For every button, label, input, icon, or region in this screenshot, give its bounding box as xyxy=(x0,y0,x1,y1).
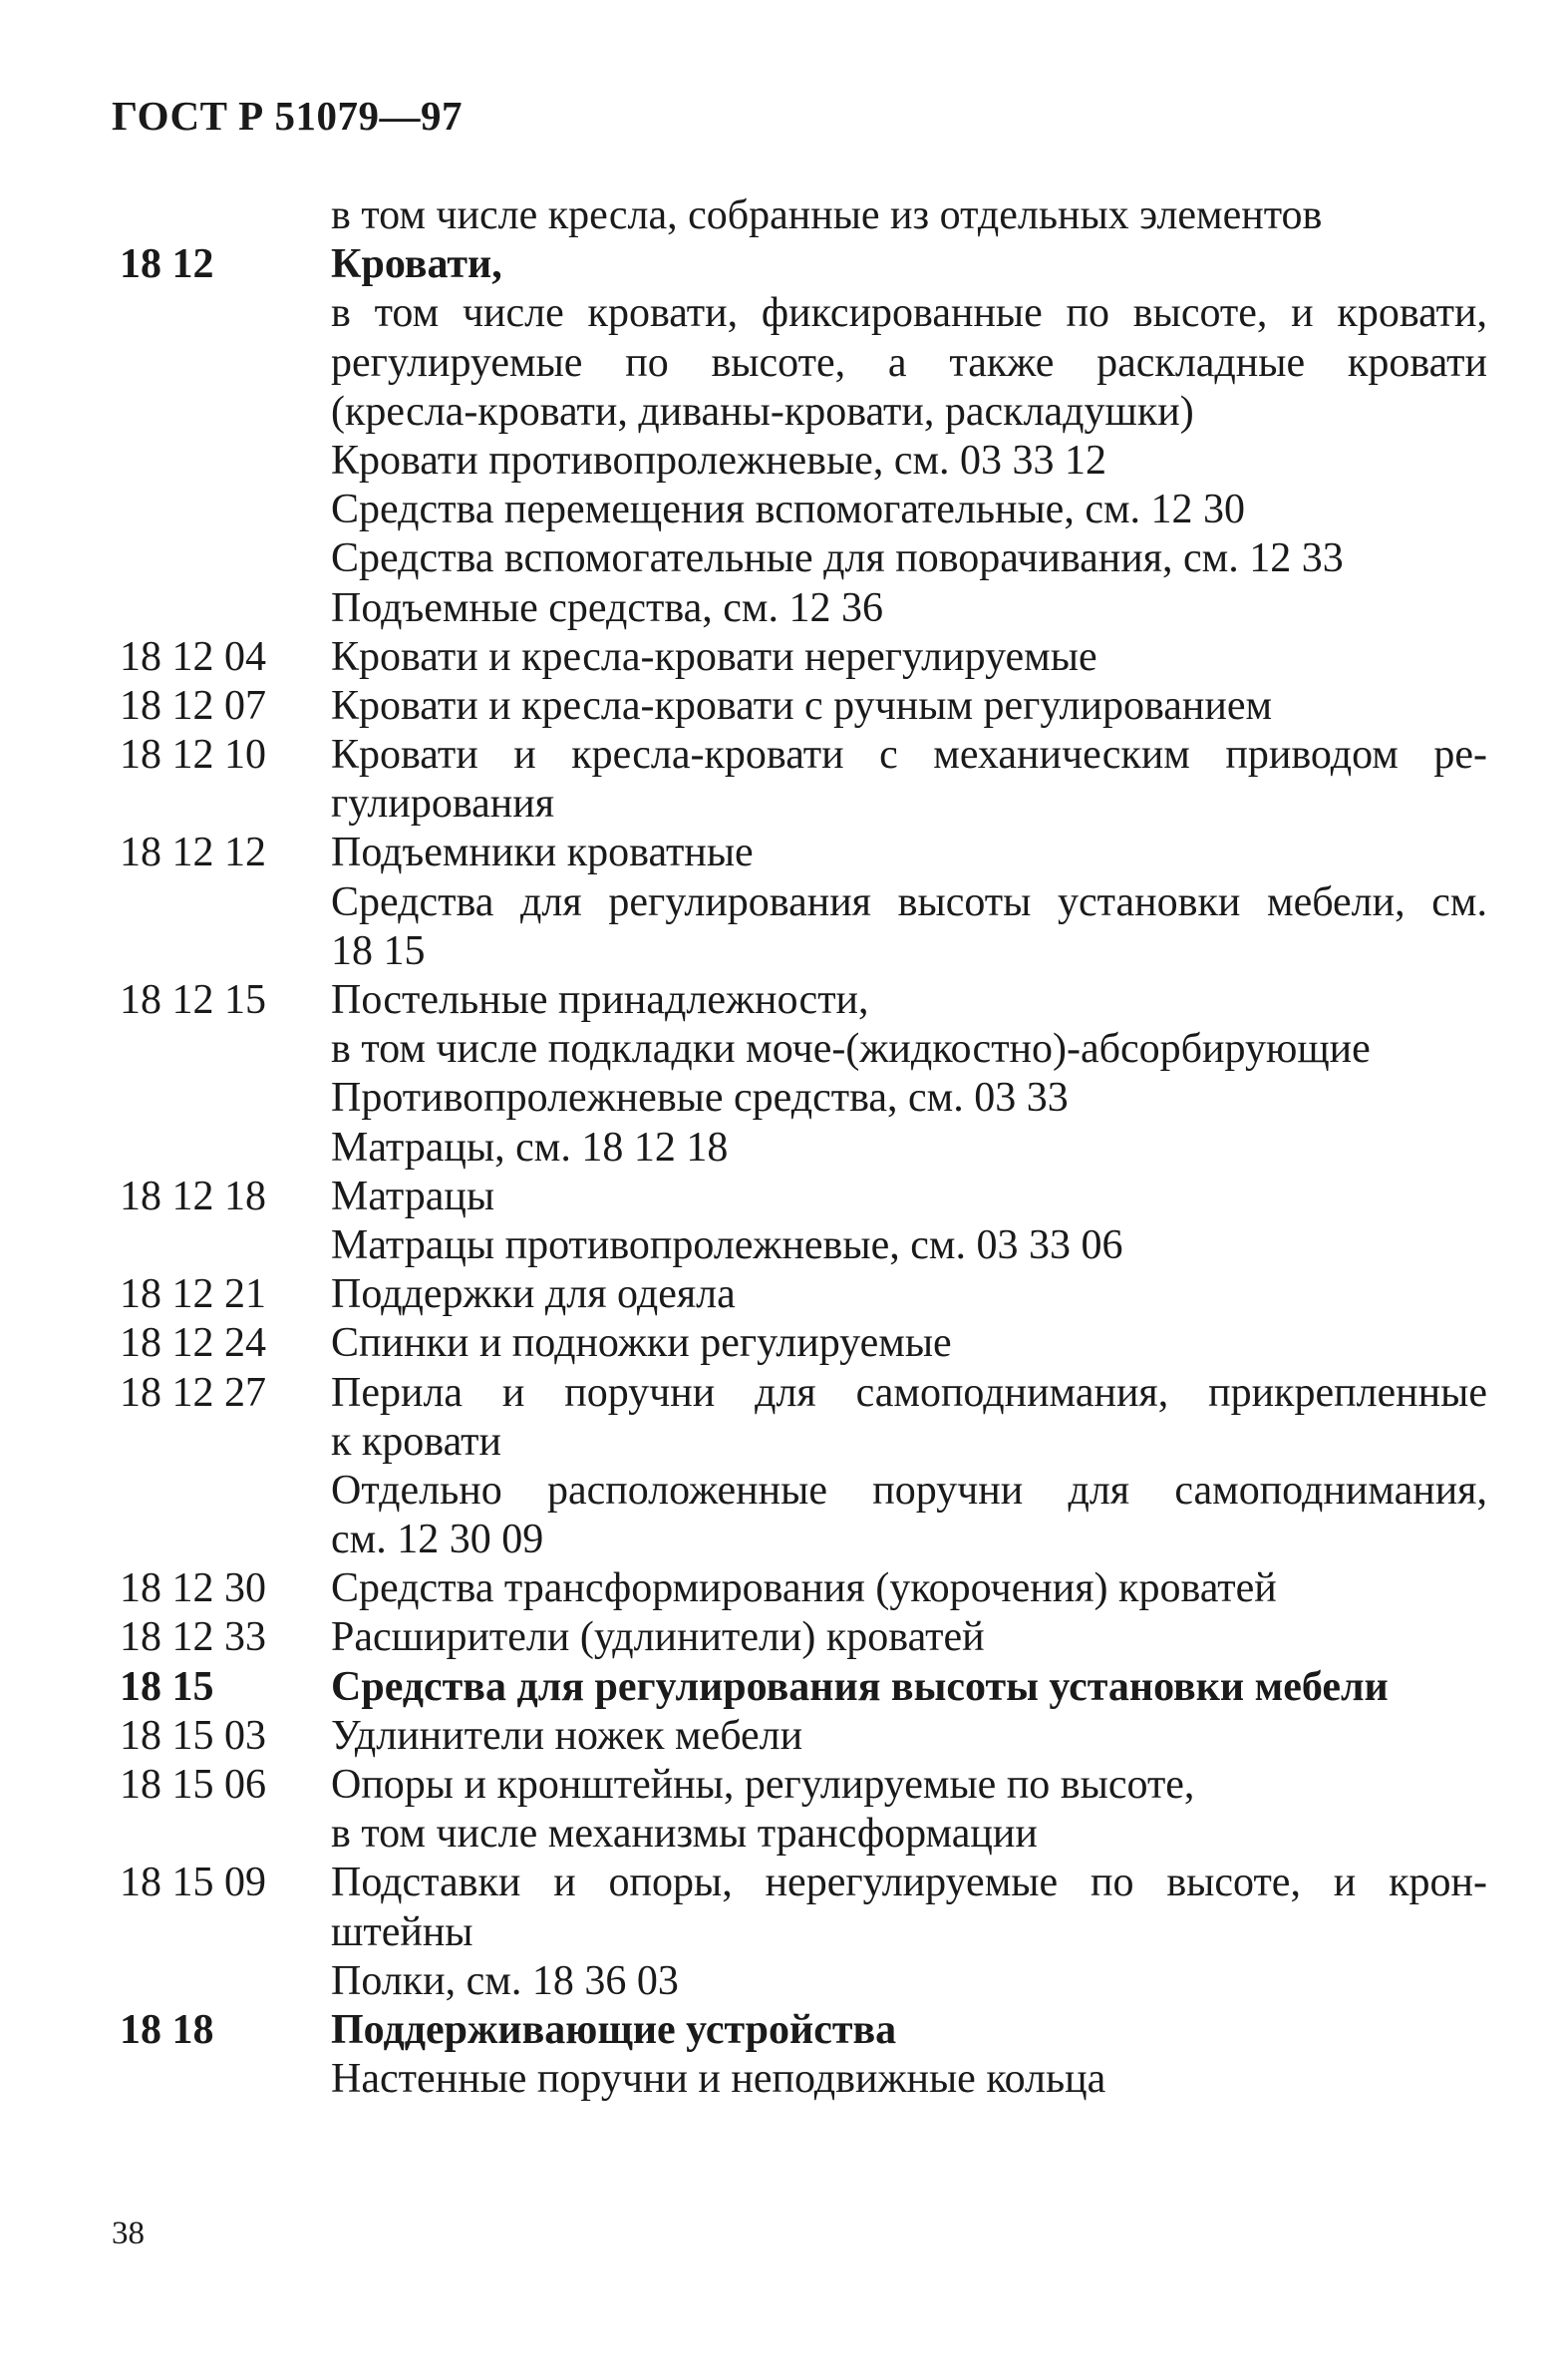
classification-row xyxy=(0,1810,1562,1859)
classification-text: Полки, см. 18 36 03 xyxy=(331,1957,679,2004)
classification-text: Средства для регулирования высоты установки мебели, см. xyxy=(331,878,1487,925)
classification-code: 18 12 21 xyxy=(120,1271,266,1318)
classification-text: Поддержки для одеяла xyxy=(331,1271,736,1318)
classification-text: Матрацы противопролежневые, см. 03 33 06 xyxy=(331,1221,1123,1268)
classification-row xyxy=(0,584,1562,633)
classification-row xyxy=(0,1319,1562,1368)
classification-code: 18 12 12 xyxy=(120,830,266,876)
classification-text: в том числе кровати, фиксированные по высоте, и кровати, xyxy=(331,290,1487,337)
classification-row xyxy=(0,388,1562,437)
classification-text: регулируемые по высоте, а также раскладные кровати xyxy=(331,339,1487,386)
classification-row xyxy=(0,1173,1562,1221)
classification-row xyxy=(0,1270,1562,1319)
classification-row xyxy=(0,1124,1562,1173)
classification-row xyxy=(0,1859,1562,1907)
classification-text: Постельные принадлежности, xyxy=(331,977,869,1023)
classification-row xyxy=(0,2006,1562,2055)
document-header: ГОСТ Р 51079—97 xyxy=(112,93,463,139)
classification-row xyxy=(0,1908,1562,1957)
classification-text: Средства перемещения вспомогательные, см. 12 30 xyxy=(331,487,1246,533)
classification-text: Средства вспомогательные для поворачивания, см. 12 33 xyxy=(331,535,1344,582)
classification-text: Средства для регулирования высоты установки мебели xyxy=(331,1663,1389,1710)
classification-code: 18 18 xyxy=(120,2006,214,2053)
classification-text: Кровати и кресла-кровати нерегулируемые xyxy=(331,633,1097,680)
classification-list xyxy=(0,191,1562,2104)
classification-text: в том числе подкладки моче-(жидкостно)-абсорбирующие xyxy=(331,1026,1371,1073)
classification-row xyxy=(0,437,1562,486)
classification-row xyxy=(0,731,1562,780)
classification-row xyxy=(0,1613,1562,1662)
classification-row xyxy=(0,1712,1562,1761)
classification-text: Расширители (удлинители) кроватей xyxy=(331,1614,985,1661)
classification-text: Кровати противопролежневые, см. 03 33 12 xyxy=(331,437,1107,484)
classification-row xyxy=(0,927,1562,976)
page-number: 38 xyxy=(112,2215,145,2251)
classification-code: 18 12 07 xyxy=(120,682,266,729)
classification-text: Удлинители ножек мебели xyxy=(331,1712,803,1759)
classification-row xyxy=(0,339,1562,388)
classification-row xyxy=(0,1761,1562,1810)
classification-row xyxy=(0,240,1562,289)
classification-text: Матрацы xyxy=(331,1173,495,1219)
classification-row xyxy=(0,1418,1562,1467)
classification-row xyxy=(0,829,1562,877)
classification-row xyxy=(0,1663,1562,1712)
classification-row xyxy=(0,976,1562,1025)
classification-text: Средства трансформирования (укорочения) кроватей xyxy=(331,1565,1277,1612)
classification-row xyxy=(0,878,1562,927)
classification-row xyxy=(0,1564,1562,1613)
classification-text: Подъемные средства, см. 12 36 xyxy=(331,584,883,631)
classification-text: Опоры и кронштейны, регулируемые по высоте, xyxy=(331,1762,1195,1808)
classification-text: гулирования xyxy=(331,781,555,828)
classification-text: в том числе кресла, собранные из отдельных элементов xyxy=(331,192,1323,238)
classification-code: 18 12 15 xyxy=(120,977,266,1023)
classification-row xyxy=(0,1957,1562,2006)
classification-text: Подставки и опоры, нерегулируемые по высоте, и крон- xyxy=(331,1860,1487,1906)
classification-row xyxy=(0,486,1562,534)
classification-text: Перила и поручни для самоподнимания, прикрепленные xyxy=(331,1369,1487,1416)
classification-text: см. 12 30 09 xyxy=(331,1517,544,1563)
classification-text: Кровати, xyxy=(331,241,502,288)
classification-code: 18 15 09 xyxy=(120,1860,266,1906)
classification-row xyxy=(0,682,1562,731)
classification-text: Настенные поручни и неподвижные кольца xyxy=(331,2056,1106,2103)
classification-code: 18 12 27 xyxy=(120,1369,266,1416)
classification-code: 18 12 30 xyxy=(120,1565,266,1612)
classification-text: 18 15 xyxy=(331,927,426,974)
classification-text: Кровати и кресла-кровати с механическим приводом ре- xyxy=(331,732,1487,779)
classification-text: Отдельно расположенные поручни для самоподнимания, xyxy=(331,1467,1487,1514)
classification-row xyxy=(0,780,1562,829)
classification-code: 18 15 xyxy=(120,1663,214,1710)
classification-row xyxy=(0,1074,1562,1123)
classification-code: 18 12 04 xyxy=(120,633,266,680)
classification-row xyxy=(0,534,1562,583)
classification-text: Поддерживающие устройства xyxy=(331,2006,897,2053)
classification-code: 18 12 33 xyxy=(120,1614,266,1661)
classification-row xyxy=(0,191,1562,240)
classification-row xyxy=(0,1369,1562,1418)
classification-row xyxy=(0,1467,1562,1516)
classification-row xyxy=(0,289,1562,338)
classification-text: Подъемники кроватные xyxy=(331,830,754,876)
classification-row xyxy=(0,633,1562,682)
classification-row xyxy=(0,2055,1562,2104)
classification-code: 18 12 xyxy=(120,241,214,288)
classification-text: Матрацы, см. 18 12 18 xyxy=(331,1124,729,1171)
classification-code: 18 12 24 xyxy=(120,1320,266,1367)
classification-row xyxy=(0,1221,1562,1270)
classification-text: штейны xyxy=(331,1908,473,1955)
classification-text: к кровати xyxy=(331,1418,501,1465)
classification-text: Кровати и кресла-кровати с ручным регулированием xyxy=(331,682,1273,729)
classification-code: 18 15 03 xyxy=(120,1712,266,1759)
classification-text: Спинки и подножки регулируемые xyxy=(331,1320,952,1367)
classification-code: 18 15 06 xyxy=(120,1762,266,1808)
classification-row xyxy=(0,1516,1562,1564)
classification-text: в том числе механизмы трансформации xyxy=(331,1811,1038,1858)
classification-text: (кресла-кровати, диваны-кровати, раскладушки) xyxy=(331,388,1194,435)
classification-code: 18 12 18 xyxy=(120,1173,266,1219)
classification-code: 18 12 10 xyxy=(120,732,266,779)
classification-row xyxy=(0,1025,1562,1074)
classification-text: Противопролежневые средства, см. 03 33 xyxy=(331,1075,1069,1122)
